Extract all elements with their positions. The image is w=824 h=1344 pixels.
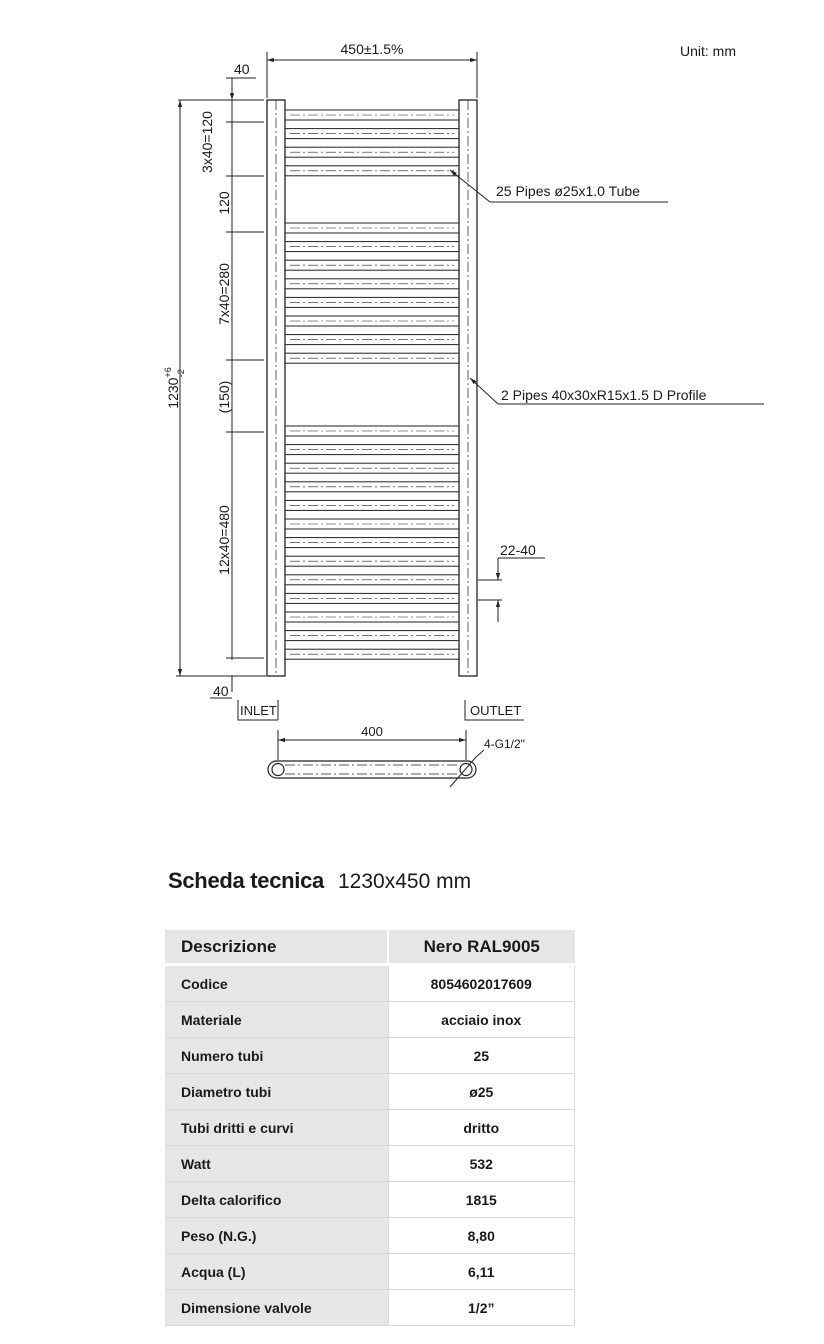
col-color: Nero RAL9005 (388, 930, 575, 965)
height-tol-lower: -2 (176, 369, 186, 378)
row-value: 532 (388, 1146, 575, 1182)
table-row (165, 1182, 575, 1218)
col-description: Descrizione (165, 930, 388, 965)
table-row (165, 1002, 575, 1038)
table-row (165, 1074, 575, 1110)
spec-size: 1230x450 mm (338, 870, 472, 893)
row-value: 6,11 (388, 1254, 575, 1290)
height-tol-upper: +6 (163, 367, 173, 378)
bottom-dim-label: 400 (361, 724, 383, 739)
table-row (165, 1146, 575, 1182)
spacing-note: 22-40 (500, 542, 536, 558)
radiator-tubes (285, 110, 459, 659)
profile-note: 2 Pipes 40x30xR15x1.5 D Profile (501, 387, 707, 403)
row-value: acciaio inox (388, 1002, 575, 1038)
height-base: 1230 (165, 377, 181, 409)
segment-label-4: (150) (216, 380, 232, 414)
row-label: Tubi dritti e curvi (165, 1110, 388, 1146)
connection-label: 4-G1/2" (484, 737, 525, 751)
table-row (165, 1110, 575, 1146)
outlet-label: OUTLET (470, 703, 522, 718)
inlet-label: INLET (240, 703, 277, 718)
table-row (165, 965, 575, 1002)
row-label: Materiale (165, 1002, 388, 1038)
unit-label: Unit: mm (680, 43, 736, 59)
spec-title (168, 868, 471, 894)
row-value: 8054602017609 (388, 965, 575, 1002)
spec-table (165, 930, 575, 1326)
row-value: dritto (388, 1110, 575, 1146)
table-row (165, 1218, 575, 1254)
table-row (165, 1290, 575, 1326)
bottom-gap-label: 40 (213, 683, 229, 699)
row-label: Numero tubi (165, 1038, 388, 1074)
height-dimension-label (163, 367, 186, 408)
segment-label-1: 3x40=120 (199, 111, 215, 173)
segment-label-2: 120 (216, 191, 232, 215)
width-dimension-label: 450±1.5% (340, 41, 404, 57)
table-row (165, 1254, 575, 1290)
table-row (165, 1038, 575, 1074)
segment-label-5: 12x40=480 (216, 505, 232, 575)
radiator-frame (267, 100, 477, 676)
row-value: 1/2” (388, 1290, 575, 1326)
row-label: Dimensione valvole (165, 1290, 388, 1326)
segment-label-3: 7x40=280 (216, 263, 232, 325)
row-label: Peso (N.G.) (165, 1218, 388, 1254)
row-label: Codice (165, 965, 388, 1002)
tube-note: 25 Pipes ø25x1.0 Tube (496, 183, 640, 199)
spec-heading: Scheda tecnica (168, 868, 324, 893)
row-value: 1815 (388, 1182, 575, 1218)
top-gap-label: 40 (234, 61, 250, 77)
row-label: Acqua (L) (165, 1254, 388, 1290)
spec-header-row (165, 930, 575, 965)
row-value: ø25 (388, 1074, 575, 1110)
row-label: Watt (165, 1146, 388, 1182)
row-value: 25 (388, 1038, 575, 1074)
row-label: Diametro tubi (165, 1074, 388, 1110)
width-dimension (267, 52, 477, 98)
row-value: 8,80 (388, 1218, 575, 1254)
row-label: Delta calorifico (165, 1182, 388, 1218)
